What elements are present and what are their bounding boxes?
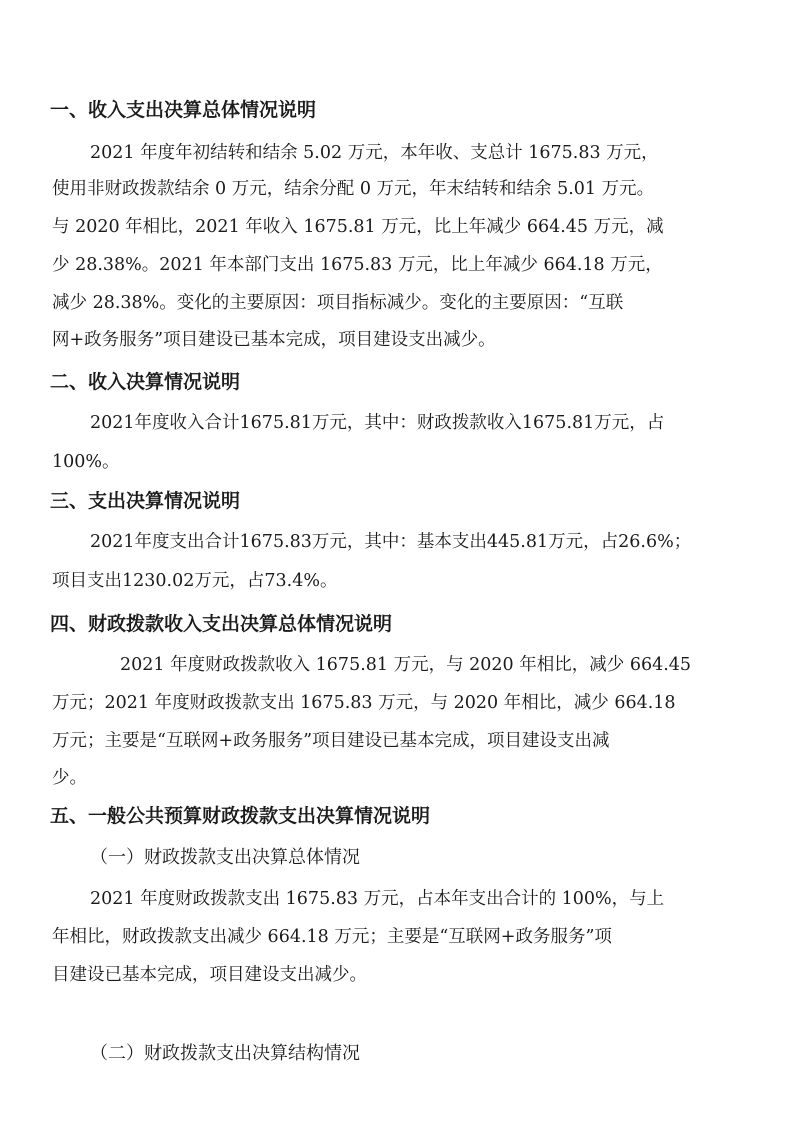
section-1-line-4: 少 28.38%。2021 年本部门支出 1675.83 万元，比上年减少 664.18 万元，: [52, 255, 663, 275]
section-5-heading: 五、一般公共预算财政拨款支出决算情况说明: [50, 805, 431, 827]
section-1-line-1: 2021 年度年初结转和结余 5.02 万元，本年收、支总计 1675.83 万元，: [90, 143, 659, 163]
section-3-line-1: 2021年度支出合计1675.83万元，其中：基本支出445.81万元，占26.6%；: [90, 532, 692, 552]
section-1-line-5: 减少 28.38%。变化的主要原因：项目指标减少。变化的主要原因：“互联: [52, 293, 624, 313]
section-4-heading: 四、财政拨款收入支出决算总体情况说明: [50, 613, 393, 635]
section-2-line-1: 2021年度收入合计1675.81万元，其中：财政拨款收入1675.81万元，占: [90, 413, 665, 433]
section-5-sub-2-heading: （二）财政拨款支出决算结构情况: [90, 1043, 360, 1064]
section-5-sub-1-line-2: 年相比，财政拨款支出减少 664.18 万元；主要是“互联网+政务服务”项: [52, 927, 612, 947]
section-4-line-3: 万元；主要是“互联网+政务服务”项目建设已基本完成，项目建设支出减: [52, 731, 610, 751]
section-3-line-2: 项目支出1230.02万元，占73.4%。: [52, 571, 338, 591]
section-2-heading: 二、收入决算情况说明: [50, 371, 241, 393]
section-1-line-2: 使用非财政拨款结余 0 万元，结余分配 0 万元，年末结转和结余 5.01 万元。: [52, 179, 655, 199]
section-3-heading: 三、支出决算情况说明: [50, 490, 241, 512]
section-5-sub-1-heading: （一）财政拨款支出决算总体情况: [90, 847, 360, 868]
section-5-sub-1-line-1: 2021 年度财政拨款支出 1675.83 万元，占本年支出合计的 100%，与上: [90, 889, 665, 909]
section-2-line-2: 100%。: [52, 452, 120, 472]
section-5-sub-1-line-3: 目建设已基本完成，项目建设支出减少。: [52, 965, 367, 985]
section-4-line-2: 万元；2021 年度财政拨款支出 1675.83 万元，与 2020 年相比，减少 664.18: [52, 693, 676, 713]
section-1-line-3: 与 2020 年相比，2021 年收入 1675.81 万元，比上年减少 664.45 万元，减: [52, 217, 664, 237]
section-4-line-1: 2021 年度财政拨款收入 1675.81 万元，与 2020 年相比，减少 664.45: [120, 655, 692, 675]
section-4-line-4: 少。: [52, 768, 87, 788]
section-1-line-6: 网+政务服务”项目建设已基本完成，项目建设支出减少。: [52, 330, 496, 350]
section-1-heading: 一、收入支出决算总体情况说明: [50, 99, 317, 121]
